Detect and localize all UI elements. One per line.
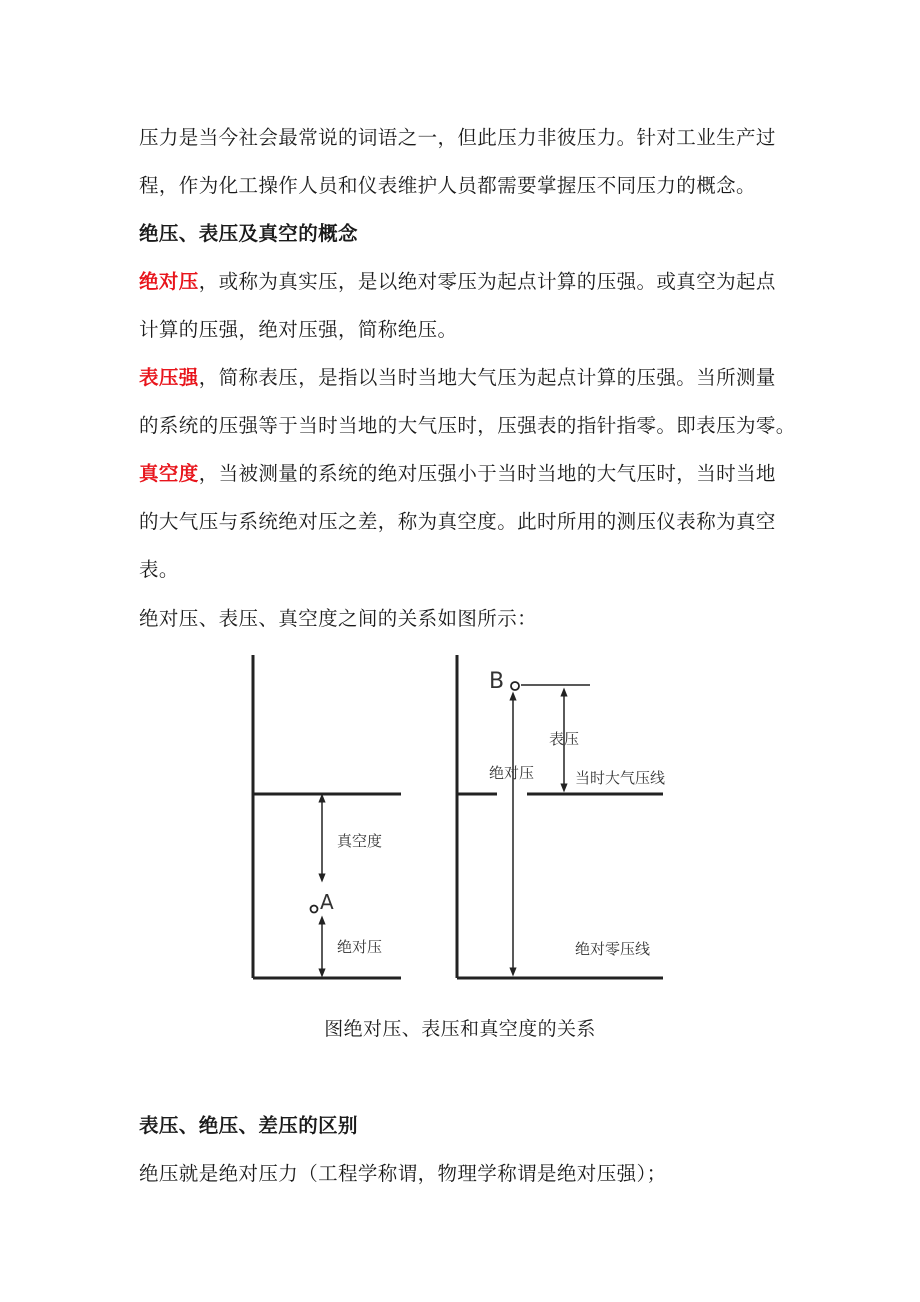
gauge-pressure-line-1 (139, 364, 776, 392)
vacuum-line-2: 的大气压与系统绝对压之差，称为真空度。此时所用的测压仪表称为真空 (139, 510, 776, 533)
left-figure (253, 655, 401, 978)
vacuum-term: 真空度 (139, 462, 199, 485)
relation-intro: 绝对压、表压、真空度之间的关系如图所示： (139, 607, 538, 630)
diagram-caption: 图绝对压、表压和真空度的关系 (324, 1018, 596, 1040)
intro-line-2: 程，作为化工操作人员和仪表维护人员都需要掌握压不同压力的概念。 (139, 174, 756, 197)
right-figure (457, 655, 665, 978)
vacuum-line-1 (139, 460, 776, 488)
vacuum-text: ，当被测量的系统的绝对压强小于当时当地的大气压时，当时当地 (198, 462, 776, 485)
intro-line-1: 压力是当今社会最常说的词语之一，但此压力非彼压力。针对工业生产过 (139, 126, 776, 149)
atmosphere-line-label: 当时大气压线 (575, 769, 666, 787)
point-b-marker (511, 682, 519, 690)
vacuum-line-3: 表。 (139, 558, 179, 581)
zero-line-label: 绝对零压线 (575, 940, 651, 958)
gauge-pressure-line-2: 的系统的压强等于当时当地的大气压时，压强表的指针指零。即表压为零。 (139, 414, 796, 437)
gauge-pressure-text: ，简称表压，是指以当时当地大气压为起点计算的压强。当所测量 (198, 366, 776, 389)
absolute-pressure-line-2: 计算的压强，绝对压强，简称绝压。 (139, 318, 458, 341)
absolute-pressure-term: 绝对压 (139, 270, 199, 293)
point-a-label: A (320, 890, 334, 914)
point-a-marker (311, 906, 318, 913)
gauge-pressure-label: 表压 (549, 730, 580, 748)
vacuum-label: 真空度 (337, 832, 383, 850)
absolute-pressure-line-1 (139, 268, 776, 296)
gauge-pressure-term: 表压强 (139, 366, 199, 389)
right-absolute-label: 绝对压 (489, 764, 535, 782)
section2-line-1: 绝压就是绝对压力（工程学称谓，物理学称谓是绝对压强）； (139, 1162, 667, 1185)
absolute-pressure-text: ，或称为真实压，是以绝对零压为起点计算的压强。或真空为起点 (198, 270, 776, 293)
section2-heading: 表压、绝压、差压的区别 (139, 1114, 358, 1137)
pressure-relation-diagram (235, 650, 685, 990)
section1-heading: 绝压、表压及真空的概念 (139, 222, 358, 245)
point-b-label: B (489, 669, 505, 694)
left-absolute-label: 绝对压 (337, 938, 383, 956)
